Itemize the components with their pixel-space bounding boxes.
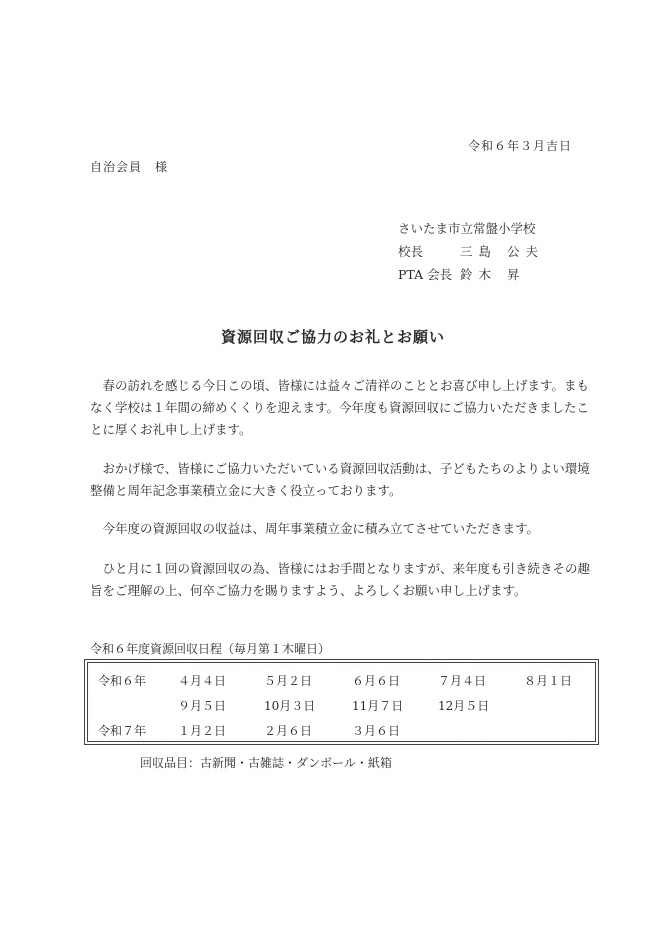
paragraph-proceeds: 今年度の資源回収の収益は、周年事業積立金に積み立てさせていただきます。	[90, 521, 540, 536]
schedule-year: 令和６年	[98, 674, 147, 688]
schedule-date: ６月６日	[352, 674, 401, 688]
document-date: 令和６年３月吉日	[468, 139, 573, 153]
recipient: 自治会員 様	[90, 160, 169, 174]
sender-block	[398, 217, 544, 286]
principal-name: 三島 公夫	[460, 244, 544, 259]
schedule-date: ３月６日	[352, 724, 401, 738]
schedule-date: ７月４日	[438, 674, 487, 688]
schedule-box	[84, 659, 599, 745]
schedule-date: ４月４日	[178, 674, 227, 688]
sender-school-row	[398, 217, 544, 240]
paragraph-greeting: 春の訪れを感じる今日この頃、皆様には益々ご清祥のこととお喜び申し上げます。まもなく学校は１年間の締めくくりを迎えます。今年度も資源回収にご協力いただきましたことに厚くお礼申し上げます。	[90, 378, 590, 437]
schedule-date: 12月５日	[438, 699, 490, 713]
schedule-date: 10月３日	[264, 699, 316, 713]
schedule-date: ５月２日	[264, 674, 313, 688]
schedule-year: 令和７年	[98, 724, 147, 738]
sender-pta-row	[398, 263, 544, 286]
pta-name: 鈴木 昇	[460, 267, 526, 282]
schedule-table	[90, 665, 593, 739]
pta-role: PTA 会長	[398, 267, 453, 282]
paragraph-thanks: おかげ様で、皆様にご協力いただいている資源回収活動は、子どもたちのよりよい環境整備と周年記念事業積立金に大きく役立っております。	[90, 461, 590, 498]
sender-principal-row	[398, 240, 544, 263]
principal-role: 校長	[398, 244, 424, 259]
document-title: 資源回収ご協力のお礼とお願い	[220, 328, 445, 346]
schedule-date: ２月６日	[264, 724, 313, 738]
schedule-date: １月２日	[178, 724, 227, 738]
schedule-date: ８月１日	[524, 674, 573, 688]
sender-school: さいたま市立常盤小学校	[398, 221, 536, 236]
schedule-date: 11月７日	[352, 699, 404, 713]
schedule-date: ９月５日	[178, 699, 227, 713]
collection-items: 回収品目：古新聞・古雑誌・ダンボール・紙箱	[140, 756, 392, 770]
paragraph-request: ひと月に１回の資源回収の為、皆様にはお手間となりますが、来年度も引き続きその趣旨をご理解の上、何卒ご協力を賜りますよう、よろしくお願い申し上げます。	[90, 561, 591, 598]
schedule-title: 令和６年度資源回収日程（毎月第１木曜日）	[90, 642, 331, 656]
